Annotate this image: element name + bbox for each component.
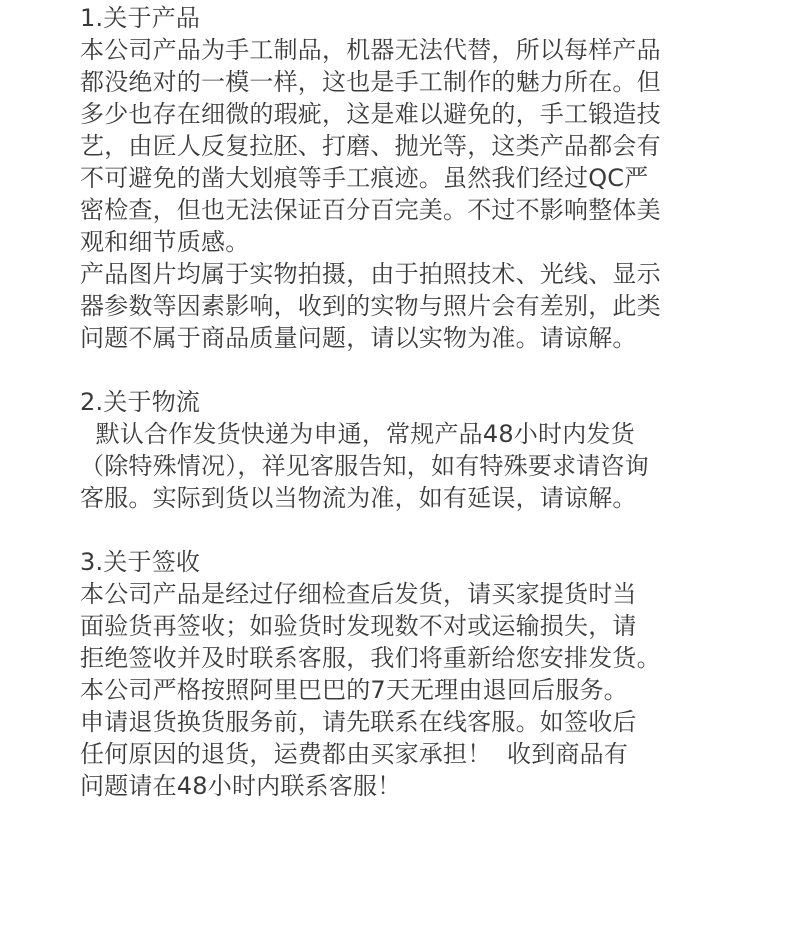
paragraph-line: 艺，由匠人反复拉胚、打磨、抛光等，这类产品都会有: [80, 132, 661, 160]
paragraph-line: 多少也存在细微的瑕疵，这是难以避免的，手工锻造技: [80, 100, 661, 128]
paragraph-line: 问题不属于商品质量问题，请以实物为准。请谅解。: [80, 324, 637, 352]
section-heading-logistics: 2.关于物流: [80, 388, 201, 416]
section-heading-receipt: 3.关于签收: [80, 548, 201, 576]
paragraph-line: 本公司产品是经过仔细检查后发货，请买家提货时当: [80, 580, 637, 608]
paragraph-line: 都没绝对的一模一样，这也是手工制作的魅力所在。但: [80, 68, 661, 96]
section-spacer: [80, 354, 780, 386]
paragraph-line: 产品图片均属于实物拍摄，由于拍照技术、光线、显示: [80, 260, 661, 288]
paragraph-line: 本公司严格按照阿里巴巴的7天无理由退回后服务。: [80, 676, 628, 704]
paragraph-line: 申请退货换货服务前，请先联系在线客服。如签收后: [80, 708, 637, 736]
paragraph-line: 观和细节质感。: [80, 228, 250, 256]
paragraph-line: 问题请在48小时内联系客服！: [80, 772, 402, 800]
paragraph-line: 默认合作发货快递为申通，常规产品48小时内发货: [80, 420, 635, 448]
paragraph-line: 不可避免的凿大划痕等手工痕迹。虽然我们经过QC严: [80, 164, 649, 192]
paragraph-line: 密检查，但也无法保证百分百完美。不过不影响整体美: [80, 196, 661, 224]
paragraph-line: 客服。实际到货以当物流为准，如有延误，请谅解。: [80, 484, 637, 512]
paragraph-line: 拒绝签收并及时联系客服，我们将重新给您安排发货。: [80, 644, 661, 672]
section-heading-products: 1.关于产品: [80, 4, 201, 32]
paragraph-line: 本公司产品为手工制品，机器无法代替，所以每样产品: [80, 36, 661, 64]
policy-document: [80, 2, 780, 802]
paragraph-line: （除特殊情况），祥见客服告知，如有特殊要求请咨询: [80, 452, 649, 480]
section-spacer: [80, 514, 780, 546]
paragraph-line: 面验货再签收；如验货时发现数不对或运输损失，请: [80, 612, 637, 640]
paragraph-line: 任何原因的退货，运费都由买家承担！ 收到商品有: [80, 740, 629, 768]
paragraph-line: 器参数等因素影响，收到的实物与照片会有差别，此类: [80, 292, 661, 320]
